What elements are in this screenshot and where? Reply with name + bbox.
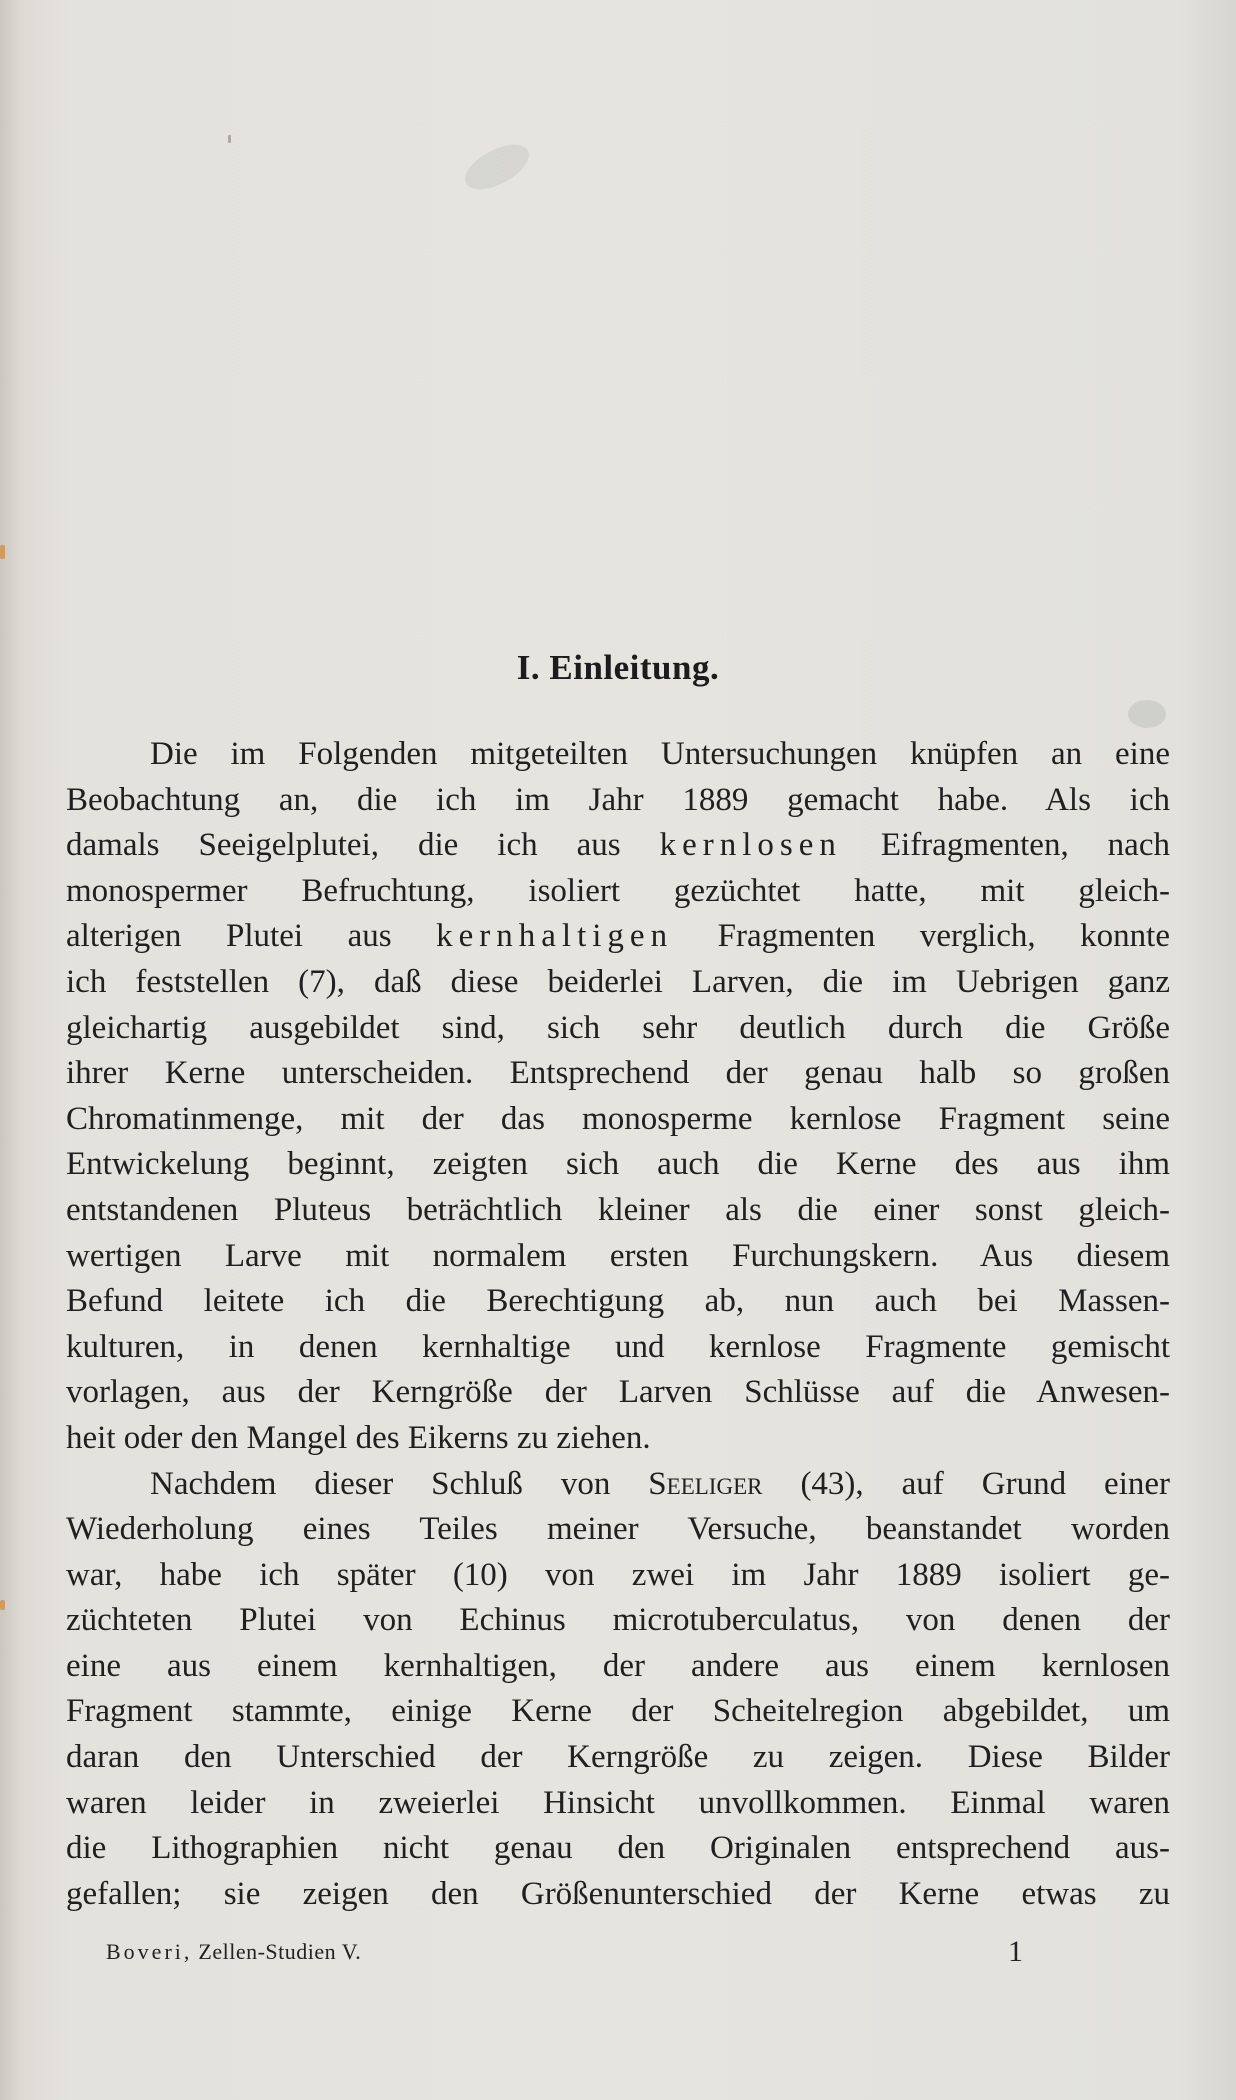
text-line: vorlagen, aus der Kerngröße der Larven Schlüsse auf die Anwesen- (66, 1374, 1170, 1411)
text-line: Entwickelung beginnt, zeigten sich auch die Kerne des aus ihm (66, 1146, 1170, 1183)
body-text (66, 732, 1170, 1917)
text-line: entstandenen Pluteus beträchtlich kleiner als die einer sonst gleich- (66, 1191, 1170, 1228)
text-line: heit oder den Mangel des Eikerns zu ziehen. (66, 1419, 651, 1456)
spaced-emphasis: kernhaltigen (436, 918, 674, 955)
text-line: Befund leitete ich die Berechtigung ab, nun auch bei Massen- (66, 1283, 1170, 1320)
paragraph (66, 732, 1170, 1462)
text-line: ich feststellen (7), daß diese beiderlei Larven, die im Uebrigen ganz (66, 963, 1170, 1000)
paragraph (66, 1462, 1170, 1918)
footer-author: Boveri, (106, 1939, 193, 1964)
text-line: waren leider in zweierlei Hinsicht unvollkommen. Einmal waren (66, 1784, 1170, 1821)
page-edge-mark (0, 1600, 5, 1610)
author-name-smallcaps: Seeliger (648, 1465, 763, 1502)
page-edge-mark (0, 545, 5, 559)
text-line: ihrer Kerne unterscheiden. Entsprechend der genau halb so großen (66, 1055, 1170, 1092)
paper-speck (228, 135, 231, 143)
text-line: Fragment stammte, einige Kerne der Scheitelregion abgebildet, um (66, 1693, 1170, 1730)
running-footer (106, 1939, 361, 1965)
text-line: wertigen Larve mit normalem ersten Furchungskern. Aus diesem (66, 1237, 1170, 1274)
paper-stain (1128, 700, 1166, 728)
text-line: kulturen, in denen kernhaltige und kernlose Fragmente gemischt (66, 1328, 1170, 1365)
text-line: war, habe ich später (10) von zwei im Jahr 1889 isoliert ge- (66, 1556, 1170, 1593)
text-line: Beobachtung an, die ich im Jahr 1889 gemacht habe. Als ich (66, 781, 1170, 818)
text-line: daran den Unterschied der Kerngröße zu zeigen. Diese Bilder (66, 1739, 1170, 1776)
text-line: gefallen; sie zeigen den Größenunterschied der Kerne etwas zu (66, 1875, 1170, 1912)
paper-stain (458, 136, 536, 199)
footer-series: Zellen-Studien V. (198, 1939, 362, 1964)
text-line: gleichartig ausgebildet sind, sich sehr deutlich durch die Größe (66, 1009, 1170, 1046)
page-number: 1 (1008, 1935, 1023, 1968)
text-line: Nachdem dieser Schluß von Seeliger (43), auf Grund einer (150, 1465, 1170, 1502)
text-line: alterigen Plutei aus kernhaltigen Fragmenten verglich, konnte (66, 918, 1170, 955)
text-line: Chromatinmenge, mit der das monosperme kernlose Fragment seine (66, 1100, 1170, 1137)
text-line: Wiederholung eines Teiles meiner Versuche, beanstandet worden (66, 1511, 1170, 1548)
spaced-emphasis: kernlosen (659, 827, 842, 864)
text-line: eine aus einem kernhaltigen, der andere aus einem kernlosen (66, 1647, 1170, 1684)
chapter-heading: I. Einleitung. (516, 648, 720, 687)
text-line: Die im Folgenden mitgeteilten Untersuchungen knüpfen an eine (150, 736, 1170, 772)
text-line: züchteten Plutei von Echinus microtuberculatus, von denen der (66, 1602, 1170, 1639)
text-line: damals Seeigelplutei, die ich aus kernlosen Eifragmenten, nach (66, 827, 1170, 864)
text-line: monospermer Befruchtung, isoliert gezüchtet hatte, mit gleich- (66, 872, 1170, 909)
text-line: die Lithographien nicht genau den Originalen entsprechend aus- (66, 1830, 1170, 1867)
